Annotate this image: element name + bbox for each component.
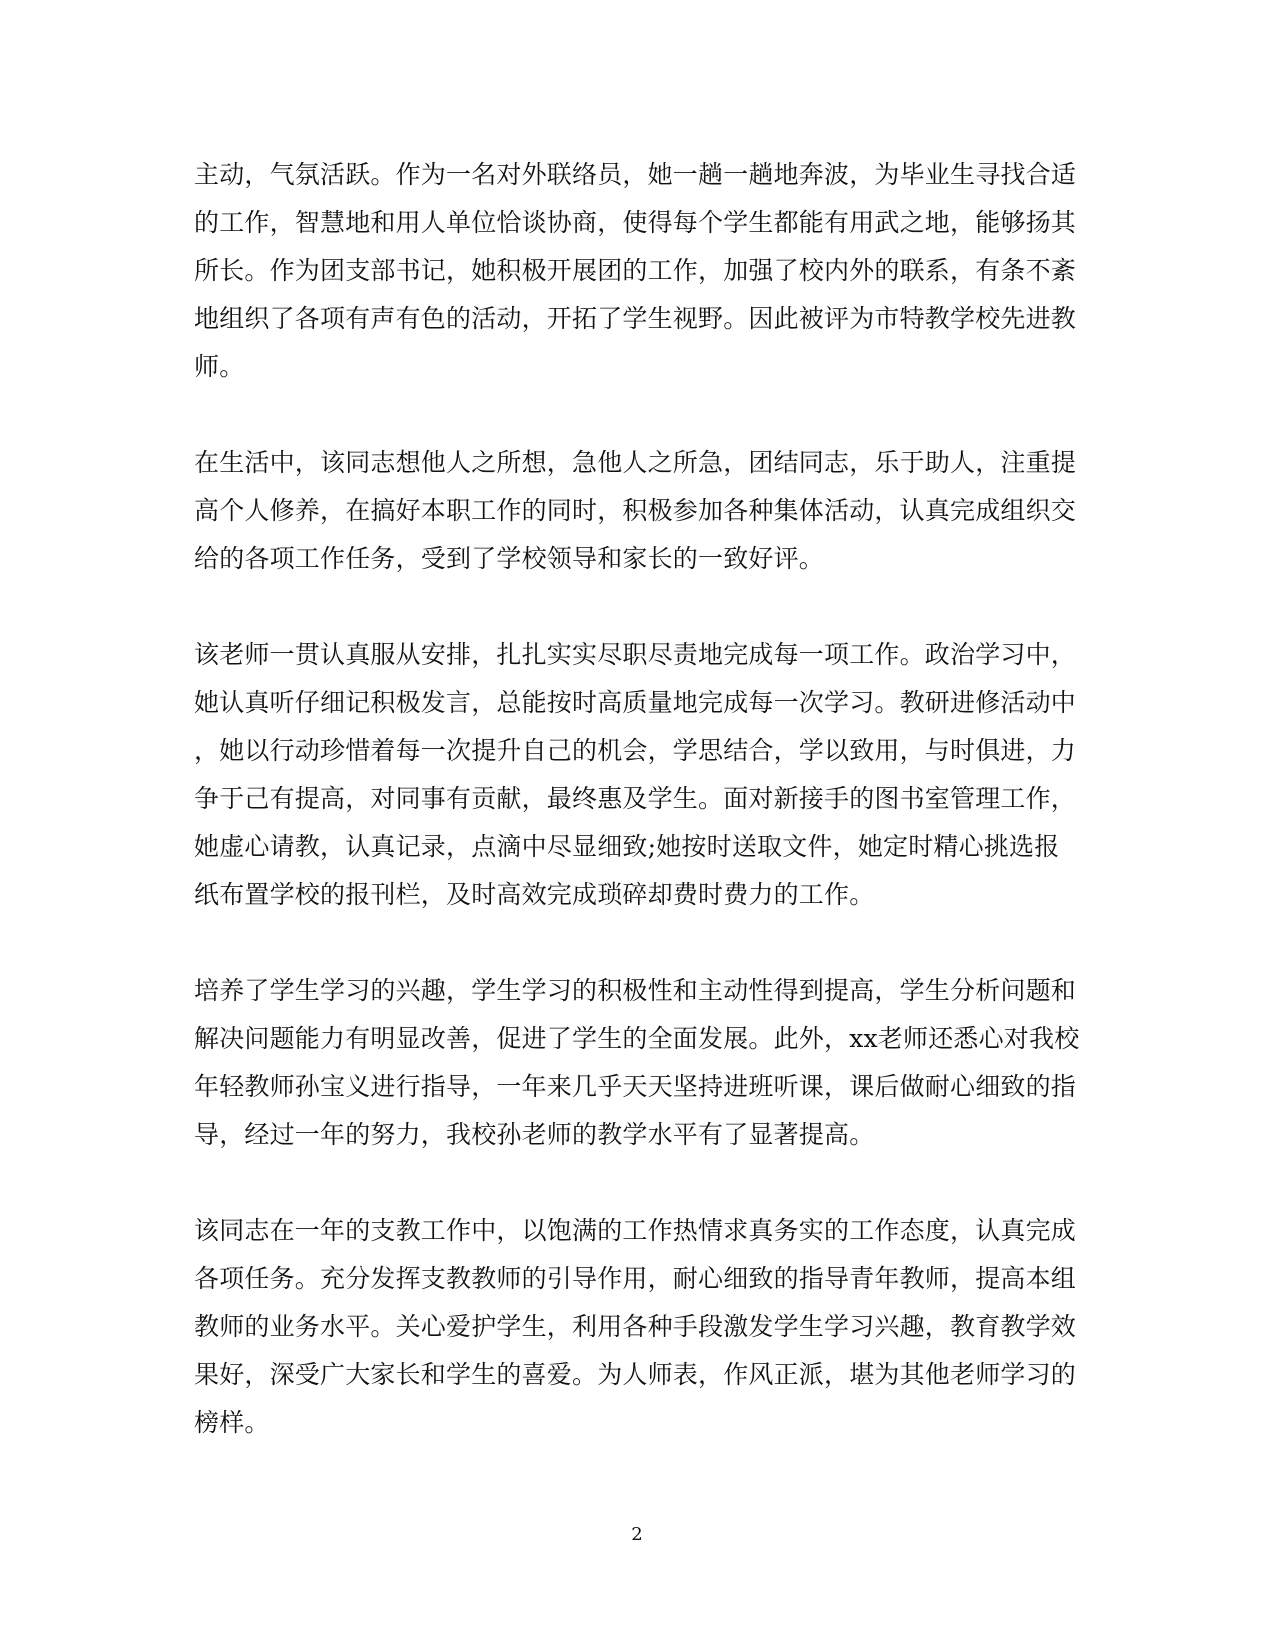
text-line: 所长。作为团支部书记，她积极开展团的工作，加强了校内外的联系，有条不紊 [194, 256, 1077, 285]
text-line: 该同志在一年的支教工作中，以饱满的工作热情求真务实的工作态度，认真完成 [194, 1216, 1077, 1245]
text-line: 该老师一贯认真服从安排，扎扎实实尽职尽责地完成每一项工作。政治学习中， [194, 640, 1077, 669]
text-line: 纸布置学校的报刊栏，及时高效完成琐碎却费时费力的工作。 [194, 880, 875, 909]
paragraph-2 [194, 439, 1077, 583]
text-line: 果好，深受广大家长和学生的喜爱。为人师表，作风正派，堪为其他老师学习的 [194, 1360, 1077, 1389]
text-line: 在生活中，该同志想他人之所想，急他人之所急，团结同志，乐于助人，注重提 [194, 448, 1077, 477]
text-line: 教师的业务水平。关心爱护学生，利用各种手段激发学生学习兴趣，教育教学效 [194, 1312, 1077, 1341]
text-line: 导，经过一年的努力，我校孙老师的教学水平有了显著提高。 [194, 1120, 875, 1149]
text-line: 师。 [194, 352, 245, 381]
text-line: 的工作，智慧地和用人单位恰谈协商，使得每个学生都能有用武之地，能够扬其 [194, 208, 1077, 237]
text-line: 培养了学生学习的兴趣，学生学习的积极性和主动性得到提高，学生分析问题和 [194, 976, 1077, 1005]
text-line: 高个人修养，在搞好本职工作的同时，积极参加各种集体活动，认真完成组织交 [194, 496, 1077, 525]
text-line: 她虚心请教，认真记录，点滴中尽显细致;她按时送取文件，她定时精心挑选报 [194, 832, 1060, 861]
paragraph-3 [194, 631, 1077, 919]
text-line: 给的各项工作任务，受到了学校领导和家长的一致好评。 [194, 544, 825, 573]
paragraph-5 [194, 1207, 1077, 1447]
paragraph-4 [194, 967, 1080, 1159]
text-line: 年轻教师孙宝义进行指导，一年来几乎天天坚持进班听课，课后做耐心细致的指 [194, 1072, 1077, 1101]
text-line: 各项任务。充分发挥支教教师的引导作用，耐心细致的指导青年教师，提高本组 [194, 1264, 1077, 1293]
text-line: 解决问题能力有明显改善，促进了学生的全面发展。此外，xx老师还悉心对我校 [194, 1024, 1080, 1053]
page-number: 2 [631, 1524, 643, 1545]
text-line: 她认真听仔细记积极发言，总能按时高质量地完成每一次学习。教研进修活动中 [194, 688, 1077, 717]
text-line: 地组织了各项有声有色的活动，开拓了学生视野。因此被评为市特教学校先进教 [194, 304, 1077, 333]
text-line: 榜样。 [194, 1408, 270, 1437]
body-text [194, 151, 1080, 1447]
text-line: ，她以行动珍惜着每一次提升自己的机会，学思结合，学以致用，与时俱进，力 [194, 736, 1077, 765]
text-line: 争于己有提高，对同事有贡献，最终惠及学生。面对新接手的图书室管理工作， [194, 784, 1077, 813]
text-line: 主动，气氛活跃。作为一名对外联络员，她一趟一趟地奔波，为毕业生寻找合适 [194, 160, 1077, 189]
paragraph-1 [194, 151, 1077, 391]
